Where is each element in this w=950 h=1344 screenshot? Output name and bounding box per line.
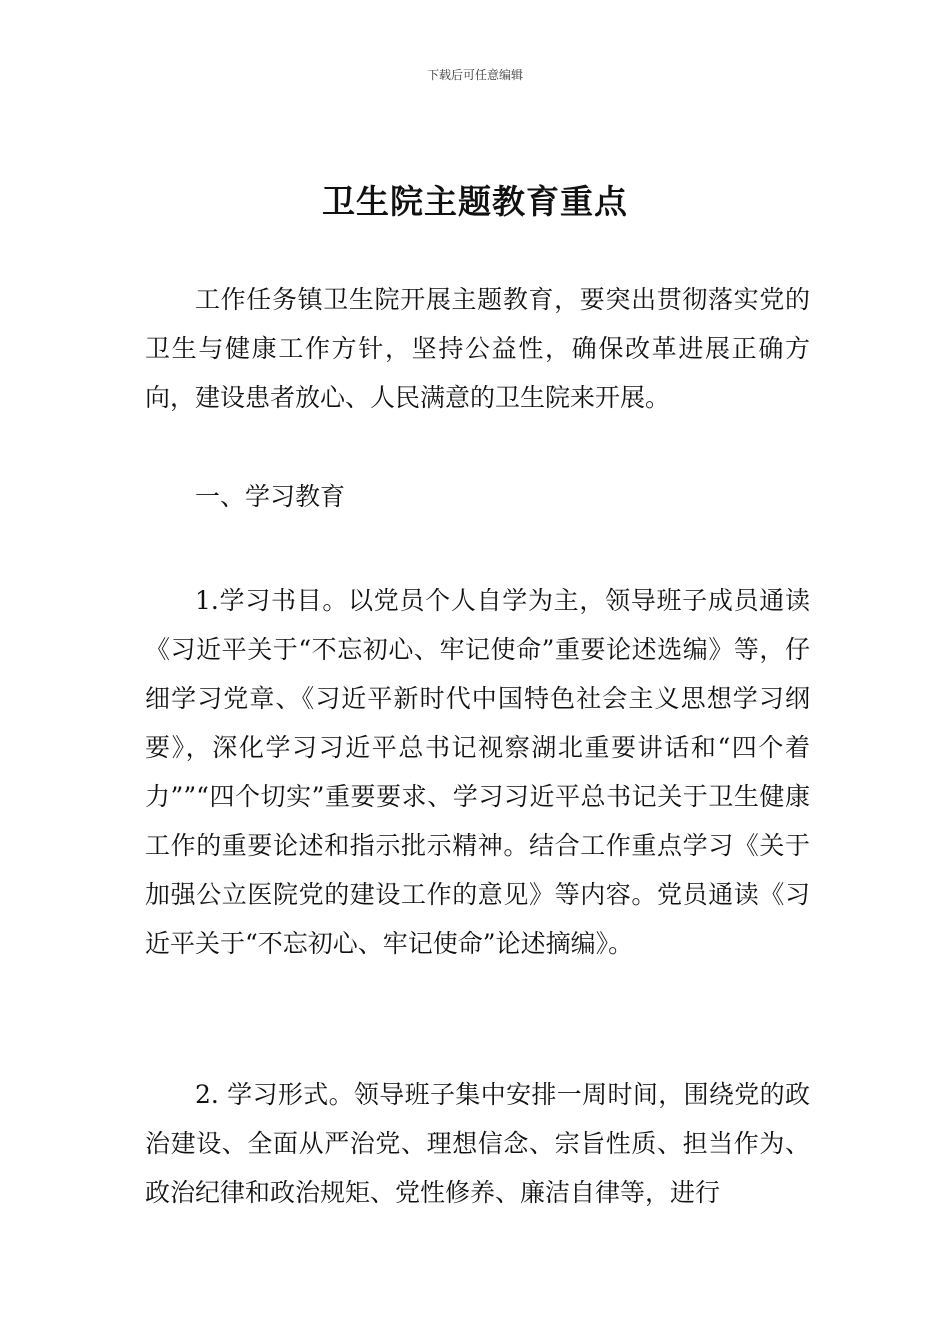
- section-heading: 一、学习教育: [195, 482, 346, 511]
- intro-paragraph: 工作任务镇卫生院开展主题教育，要突出贯彻落实党的卫生与健康工作方针，坚持公益性，确保改革进展正确方向，建设患者放心、人民满意的卫生院来开展。: [145, 285, 810, 412]
- document-title: 卫生院主题教育重点: [322, 182, 628, 221]
- item-2-paragraph: 2. 学习形式。领导班子集中安排一周时间，围绕党的政治建设、全面从严治党、理想信念、宗旨性质、担当作为、政治纪律和政治规矩、党性修养、廉洁自律等，进行: [145, 1080, 810, 1207]
- header-note: 下载后可任意编辑: [426, 68, 523, 82]
- item-1-paragraph: 1.学习书目。以党员个人自学为主，领导班子成员通读《习近平关于“不忘初心、牢记使命”重要论述选编》等，仔细学习党章、《习近平新时代中国特色社会主义思想学习纲要》，深化学习习近平总书记视察湖北重要讲话和“四个着力””“四个切实”重要要求、学习习近平总书记关于卫生健康工作的重要论述和指示批示精神。结合工作重点学习《关于加强公立医院党的建设工作的意见》等内容。党员通读《习近平关于“不忘初心、牢记使命”论述摘编》。: [145, 586, 810, 958]
